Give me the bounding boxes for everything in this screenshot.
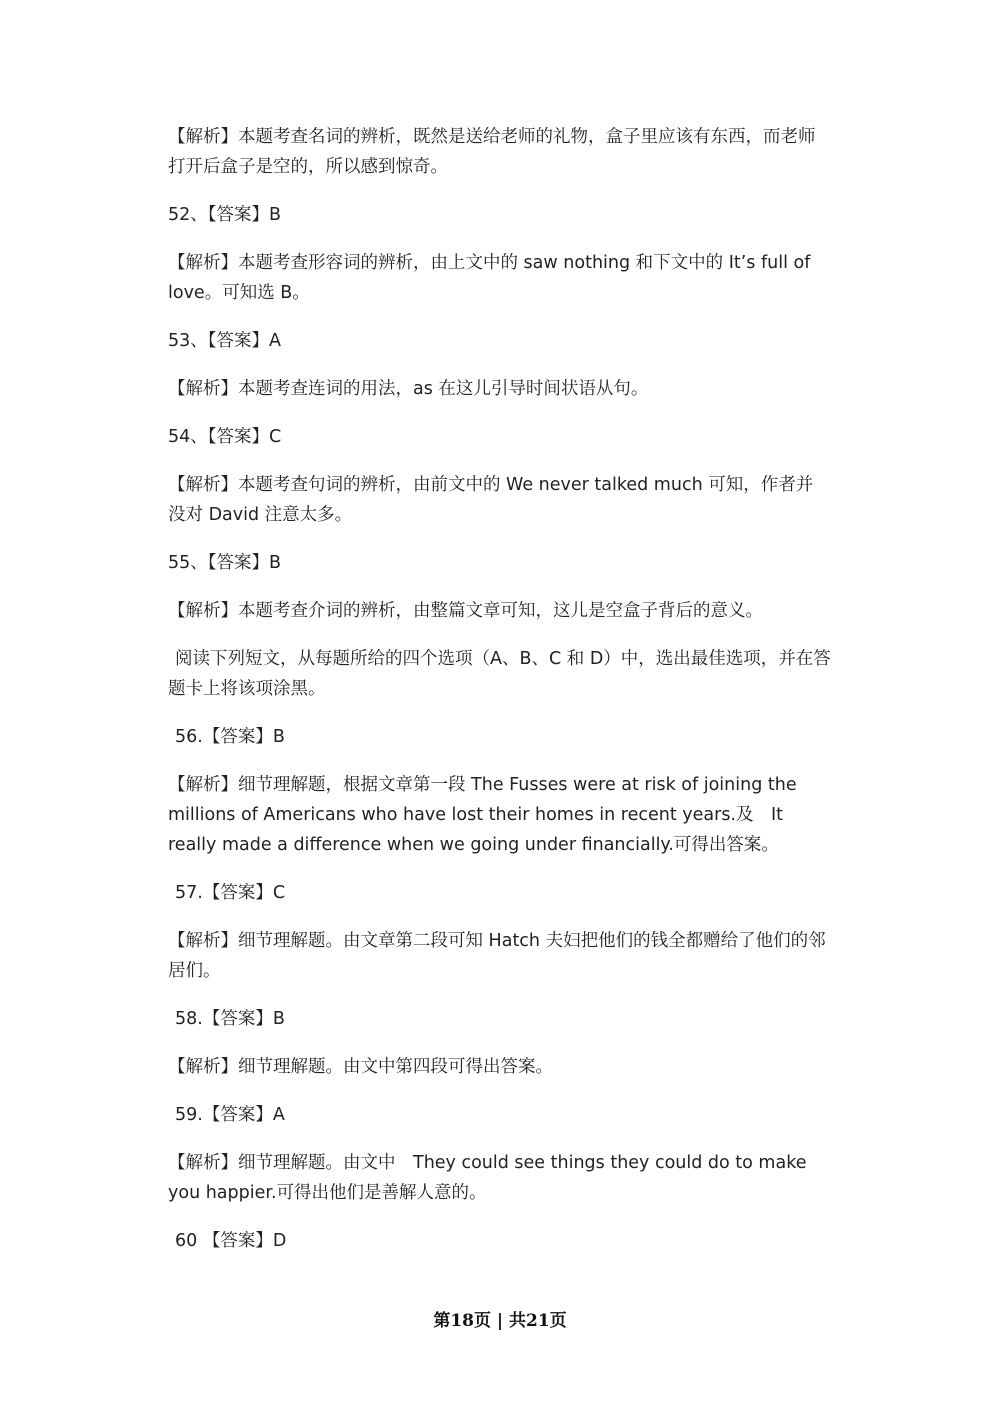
section-instruction: 阅读下列短文，从每题所给的四个选项（A、B、C 和 D）中，选出最佳选项，并在答 [175, 649, 831, 669]
text-line: 【解析】本题考查句词的辨析，由前文中的 We never talked much 可知，作者并 [168, 475, 814, 495]
text-line: 打开后盒子是空的，所以感到惊奇。 [168, 157, 448, 177]
text-line: love。可知选 B。 [168, 283, 310, 303]
text-line: millions of Americans who have lost their homes in recent years.及 It [168, 805, 784, 825]
answer-line: 60 【答案】D [175, 1231, 287, 1251]
text-line: 【解析】本题考查名词的辨析，既然是送给老师的礼物，盒子里应该有东西，而老师 [168, 127, 816, 147]
text-line: 【解析】本题考查形容词的辨析，由上文中的 saw nothing 和下文中的 It’s full of [168, 253, 811, 273]
section-instruction: 题卡上将该项涂黑。 [168, 679, 326, 699]
answer-line: 57.【答案】C [175, 883, 286, 903]
text-line: 【解析】本题考查介词的辨析，由整篇文章可知，这儿是空盒子背后的意义。 [168, 601, 763, 621]
page-footer: 第18页 | 共21页 [433, 1311, 567, 1331]
answer-line: 54、【答案】C [168, 427, 282, 447]
text-line: 【解析】细节理解题。由文中第四段可得出答案。 [168, 1057, 553, 1077]
text-line: 没对 David 注意太多。 [168, 505, 353, 525]
text-line: really made a difference when we going under financially.可得出答案。 [168, 835, 779, 855]
text-line: you happier.可得出他们是善解人意的。 [168, 1183, 487, 1203]
answer-line: 58.【答案】B [175, 1009, 285, 1029]
text-line: 【解析】细节理解题。由文中 They could see things they could do to make [168, 1153, 807, 1173]
answer-line: 52、【答案】B [168, 205, 282, 225]
answer-line: 56.【答案】B [175, 727, 285, 747]
text-line: 【解析】本题考查连词的用法，as 在这儿引导时间状语从句。 [168, 379, 649, 399]
text-line: 【解析】细节理解题。由文章第二段可知 Hatch 夫妇把他们的钱全都赠给了他们的邻 [168, 931, 826, 951]
answer-line: 59.【答案】A [175, 1105, 285, 1125]
answer-line: 55、【答案】B [168, 553, 282, 573]
text-line: 【解析】细节理解题，根据文章第一段 The Fusses were at risk of joining the [168, 775, 797, 795]
answer-line: 53、【答案】A [168, 331, 281, 351]
text-line: 居们。 [168, 961, 221, 981]
